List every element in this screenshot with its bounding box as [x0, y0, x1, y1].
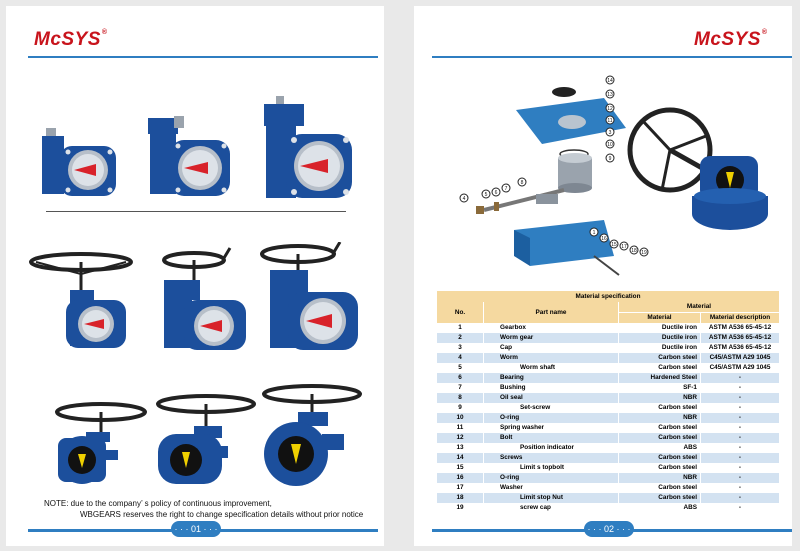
note-line-1: NOTE: due to the company’ s policy of continuous improvement, — [44, 499, 272, 508]
cell-material: Carbon steel — [619, 403, 701, 413]
svg-text:17: 17 — [621, 244, 627, 250]
page-number-left: · · · 01 · · · — [171, 521, 221, 537]
table-row — [437, 443, 780, 453]
cell-material: ABS — [619, 503, 701, 513]
cell-no: 15 — [437, 463, 484, 473]
table-row — [437, 363, 780, 373]
svg-text:12: 12 — [607, 106, 613, 112]
cell-part-name: Bolt — [484, 433, 619, 443]
cell-part-name: O-ring — [484, 413, 619, 423]
table-row — [437, 503, 780, 513]
table-row — [437, 433, 780, 443]
cell-material: Carbon steel — [619, 463, 701, 473]
cell-no: 19 — [437, 503, 484, 513]
cell-material-description: - — [701, 463, 780, 473]
table-row — [437, 453, 780, 463]
table-row — [437, 493, 780, 503]
cell-part-name: O-ring — [484, 473, 619, 483]
svg-text:7: 7 — [504, 186, 508, 192]
table-row — [437, 413, 780, 423]
catalog-page-right — [414, 6, 792, 546]
cell-material: NBR — [619, 413, 701, 423]
col-material-description-header: Material description — [701, 313, 780, 324]
svg-text:11: 11 — [607, 118, 613, 124]
cell-no: 4 — [437, 353, 484, 363]
svg-text:16: 16 — [601, 236, 607, 242]
cell-part-name: Set-screw — [484, 403, 619, 413]
cell-material: Carbon steel — [619, 423, 701, 433]
cell-material-description: - — [701, 443, 780, 453]
cell-material: SF-1 — [619, 383, 701, 393]
cell-material-description: - — [701, 493, 780, 503]
cell-no: 2 — [437, 333, 484, 343]
table-row — [437, 423, 780, 433]
cell-part-name: Limit stop Nut — [484, 493, 619, 503]
table-row — [437, 393, 780, 403]
cell-no: 14 — [437, 453, 484, 463]
col-material-header: Material — [619, 313, 701, 324]
svg-text:10: 10 — [607, 142, 613, 148]
cell-material: Carbon steel — [619, 433, 701, 443]
header-rule — [28, 56, 378, 58]
cell-material-description: - — [701, 383, 780, 393]
cell-part-name: Screws — [484, 453, 619, 463]
svg-text:19: 19 — [641, 250, 647, 256]
assembled-actuator-image — [622, 96, 772, 256]
cell-part-name: Washer — [484, 483, 619, 493]
cell-material-description: - — [701, 423, 780, 433]
cell-material: NBR — [619, 473, 701, 483]
table-row — [437, 343, 780, 353]
col-material-group-header: Material — [619, 302, 780, 313]
cell-material: Hardened Steel — [619, 373, 701, 383]
cell-no: 16 — [437, 473, 484, 483]
cell-material-description: - — [701, 413, 780, 423]
cell-part-name: Bearing — [484, 373, 619, 383]
actuator-handwheel-medium-image — [154, 246, 254, 352]
disclaimer-note — [44, 498, 374, 520]
cell-material: Carbon steel — [619, 483, 701, 493]
cell-material-description: - — [701, 473, 780, 483]
cell-material-description: - — [701, 393, 780, 403]
table-row — [437, 333, 780, 343]
cell-no: 7 — [437, 383, 484, 393]
brand-logo: McSYS® — [694, 29, 768, 50]
svg-text:18: 18 — [631, 248, 637, 254]
cell-material: Carbon steel — [619, 493, 701, 503]
cell-part-name: Worm — [484, 353, 619, 363]
row-divider — [46, 211, 346, 212]
svg-text:8: 8 — [520, 180, 524, 186]
cell-no: 12 — [437, 433, 484, 443]
cell-material: Ductile iron — [619, 343, 701, 353]
table-row — [437, 463, 780, 473]
cell-no: 1 — [437, 323, 484, 333]
material-spec-table — [436, 291, 779, 513]
table-row — [437, 383, 780, 393]
cell-part-name: Position indicator — [484, 443, 619, 453]
cell-part-name: Bushing — [484, 383, 619, 393]
cell-material: Carbon steel — [619, 453, 701, 463]
cell-material: NBR — [619, 393, 701, 403]
cell-part-name: Oil seal — [484, 393, 619, 403]
actuator-handwheel-compact-image — [26, 252, 136, 352]
table-row — [437, 353, 780, 363]
svg-text:13: 13 — [607, 92, 613, 98]
table-row — [437, 483, 780, 493]
cell-no: 18 — [437, 493, 484, 503]
actuator-indicator-small-image — [46, 402, 156, 488]
actuator-handwheel-large-image — [254, 242, 364, 352]
table-row — [437, 403, 780, 413]
cell-material: Ductile iron — [619, 323, 701, 333]
cell-material-description: - — [701, 403, 780, 413]
cell-no: 11 — [437, 423, 484, 433]
cell-material-description: C45/ASTM A29 1045 — [701, 363, 780, 373]
table-row — [437, 373, 780, 383]
actuator-compact-image — [40, 124, 120, 202]
svg-text:5: 5 — [484, 192, 488, 198]
actuator-indicator-medium-image — [148, 394, 258, 488]
cell-material: Carbon steel — [619, 353, 701, 363]
svg-text:9: 9 — [608, 156, 612, 162]
cell-material-description: ASTM A536 65-45-12 — [701, 333, 780, 343]
actuator-large-image — [256, 96, 356, 204]
cell-part-name: screw cap — [484, 503, 619, 513]
col-part-name-header: Part name — [484, 302, 619, 323]
svg-text:1: 1 — [592, 230, 596, 236]
cell-material-description: C45/ASTM A29 1045 — [701, 353, 780, 363]
table-title: Material specification — [437, 291, 780, 302]
cell-part-name: Limit s topbolt — [484, 463, 619, 473]
cell-material-description: - — [701, 503, 780, 513]
cell-no: 17 — [437, 483, 484, 493]
svg-text:3: 3 — [608, 130, 612, 136]
col-no-header: No. — [437, 302, 484, 323]
cell-part-name: Worm shaft — [484, 363, 619, 373]
cell-no: 3 — [437, 343, 484, 353]
page-number-right: · · · 02 · · · — [584, 521, 634, 537]
cell-part-name: Cap — [484, 343, 619, 353]
cell-part-name: Worm gear — [484, 333, 619, 343]
cell-material-description: ASTM A536 65-45-12 — [701, 323, 780, 333]
cell-material-description: - — [701, 373, 780, 383]
actuator-medium-image — [144, 116, 234, 202]
cell-no: 13 — [437, 443, 484, 453]
cell-material-description: ASTM A536 65-45-12 — [701, 343, 780, 353]
svg-text:4: 4 — [462, 196, 466, 202]
cell-material-description: - — [701, 453, 780, 463]
table-row — [437, 473, 780, 483]
cell-no: 10 — [437, 413, 484, 423]
brand-logo: McSYS® — [34, 29, 108, 50]
header-rule — [432, 56, 792, 58]
cell-part-name: Gearbox — [484, 323, 619, 333]
cell-no: 6 — [437, 373, 484, 383]
cell-no: 9 — [437, 403, 484, 413]
svg-text:6: 6 — [494, 190, 498, 196]
cell-part-name: Spring washer — [484, 423, 619, 433]
cell-material: ABS — [619, 443, 701, 453]
svg-text:15: 15 — [611, 242, 617, 248]
cell-no: 5 — [437, 363, 484, 373]
table-row — [437, 323, 780, 333]
cell-material: Carbon steel — [619, 363, 701, 373]
cell-no: 8 — [437, 393, 484, 403]
table-body — [437, 323, 780, 513]
cell-material-description: - — [701, 483, 780, 493]
actuator-indicator-large-image — [256, 384, 366, 488]
svg-text:14: 14 — [607, 78, 613, 84]
catalog-page-left — [6, 6, 384, 546]
note-line-2: WBGEARS reserves the right to change specification details without prior notice — [80, 510, 364, 519]
cell-material-description: - — [701, 433, 780, 443]
cell-material: Ductile iron — [619, 333, 701, 343]
